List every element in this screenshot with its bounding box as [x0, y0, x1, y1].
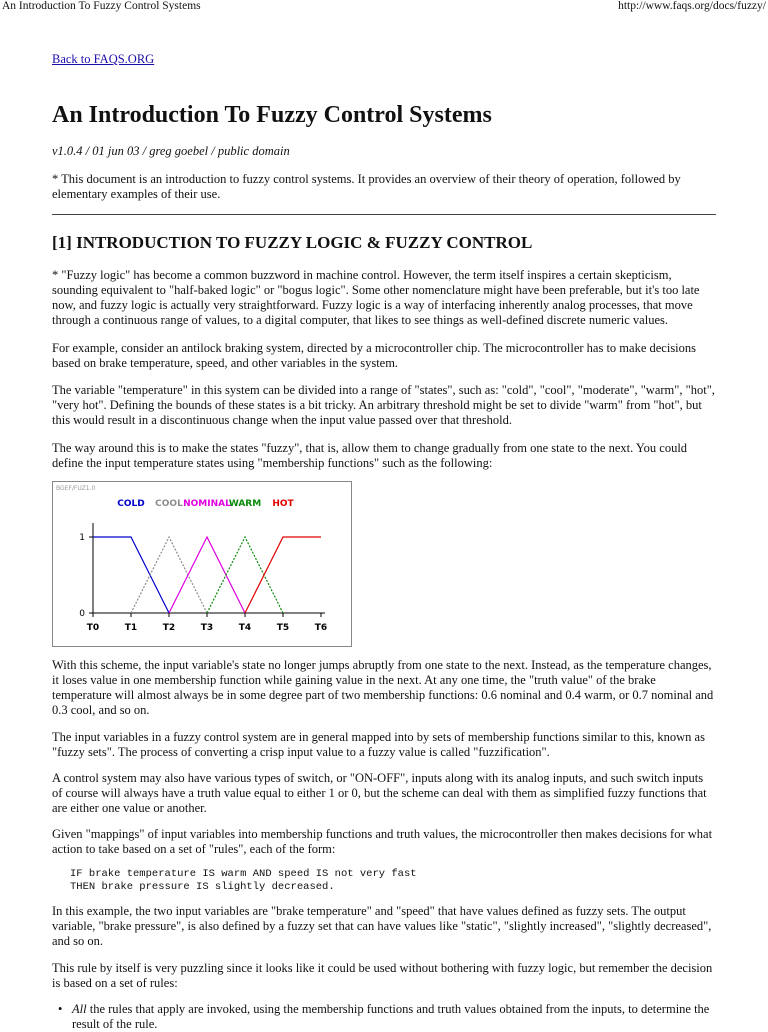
- paragraph: The variable "temperature" in this system can be divided into a range of "states", such as: "cold", "cool", "moderate", "warm", "hot", "very hot". Defining the bounds of these states is a bit tricky. An arbitrary threshold might be set to divide "warm" from "hot", but this would result in a discontinuous change when the input value passed over that threshold.: [52, 383, 715, 427]
- series-line-cold: [93, 537, 169, 613]
- intro-paragraph: * This document is an introduction to fuzzy control systems. It provides an overview of their theory of operation, followed by elementary examples of their use.: [52, 172, 681, 201]
- x-tick-label: T5: [276, 623, 290, 633]
- legend-label-cool: COOL: [155, 499, 183, 509]
- x-tick-label: T3: [200, 623, 214, 633]
- paragraph: In this example, the two input variables are "brake temperature" and "speed" that have values defined as fuzzy sets. The output variable, "brake pressure", is also defined by a fuzzy set that can have values like "static", "slightly increased", "slightly decreased", and so on.: [52, 904, 712, 948]
- y-tick-label: 0: [79, 609, 85, 619]
- paragraph: A control system may also have various types of switch, or "ON-OFF", inputs along with its analog inputs, and such switch inputs of course will always have a truth value equal to either 1 or 0, but the scheme can deal with them as simplified fuzzy functions that are either one value or another.: [52, 771, 707, 815]
- paragraph: The way around this is to make the states "fuzzy", that is, allow them to change gradually from one state to the next. You could define the input temperature states using "membership functions" such as the following:: [52, 441, 688, 470]
- x-tick-label: T2: [162, 623, 176, 633]
- chart-corner-label: BGEF/FUZ1.0: [56, 485, 96, 492]
- legend-label-cold: COLD: [117, 499, 145, 509]
- code-line: IF brake temperature IS warm AND speed IS not very fast: [70, 868, 417, 880]
- series-line-hot: [245, 537, 321, 613]
- code-line: THEN brake pressure IS slightly decreased.: [70, 881, 335, 893]
- paragraph: Given "mappings" of input variables into membership functions and truth values, the microcontroller then makes decisions for what action to take based on a set of "rules", each of the form:: [52, 827, 713, 856]
- x-tick-label: T0: [86, 623, 100, 633]
- series-line-warm: [207, 537, 283, 613]
- back-link[interactable]: Back to FAQS.ORG: [52, 52, 155, 66]
- page-title: An Introduction To Fuzzy Control Systems: [52, 102, 492, 128]
- membership-function-chart: [52, 481, 352, 647]
- print-header-title: An Introduction To Fuzzy Control Systems: [2, 0, 201, 12]
- series-line-cool: [131, 537, 207, 613]
- bullet-icon: •: [58, 1002, 63, 1016]
- x-tick-label: T4: [238, 623, 252, 633]
- paragraph: * "Fuzzy logic" has become a common buzzword in machine control. However, the term itself inspires a certain skepticism, sounding equivalent to "half-baked logic" or "bogus logic". Some other nomenclature might have been preferable, but it's too late now, and fuzzy logic is actually very straightforward. Fuzzy logic is a way of interfacing inherently analog processes, that move through a continuous range of values, to a digital computer, that likes to see things as well-defined discrete numeric values.: [52, 268, 700, 327]
- divider: [52, 214, 716, 215]
- y-tick-label: 1: [79, 533, 85, 543]
- legend-label-nominal: NOMINAL: [183, 499, 231, 509]
- x-tick-label: T6: [314, 623, 328, 633]
- list-item: [58, 1002, 716, 1032]
- legend-label-warm: WARM: [228, 499, 262, 509]
- print-header: [0, 0, 768, 16]
- legend-label-hot: HOT: [272, 499, 294, 509]
- paragraph: For example, consider an antilock braking system, directed by a microcontroller chip. The microcontroller has to make decisions based on brake temperature, speed, and other variables in the system.: [52, 341, 697, 370]
- document-meta: v1.0.4 / 01 jun 03 / greg goebel / public domain: [52, 144, 290, 158]
- paragraph: The input variables in a fuzzy control system are in general mapped into by sets of membership functions similar to this, known as "fuzzy sets". The process of converting a crisp input value to a fuzzy value is called "fuzzification".: [52, 730, 705, 759]
- series-line-nominal: [169, 537, 245, 613]
- paragraph: This rule by itself is very puzzling since it looks like it could be used without bothering with fuzzy logic, but remember the decision is based on a set of rules:: [52, 961, 713, 990]
- print-header-url: http://www.faqs.org/docs/fuzzy/: [618, 0, 766, 12]
- x-tick-label: T1: [124, 623, 138, 633]
- paragraph: With this scheme, the input variable's state no longer jumps abruptly from one state to the next. Instead, as the temperature changes, it loses value in one membership function while gaining value in the next. At any one time, the "truth value" of the brake temperature will almost always be in some degree part of two membership functions: 0.6 nominal and 0.4 warm, or 0.7 nominal and 0.3 cool, and so on.: [52, 658, 714, 717]
- section-heading: [1] INTRODUCTION TO FUZZY LOGIC & FUZZY CONTROL: [52, 233, 533, 252]
- bullet-emphasis: All: [72, 1002, 87, 1016]
- bullet-text: the rules that apply are invoked, using the membership functions and truth values obtained from the inputs, to determine the result of the rule.: [72, 1002, 710, 1031]
